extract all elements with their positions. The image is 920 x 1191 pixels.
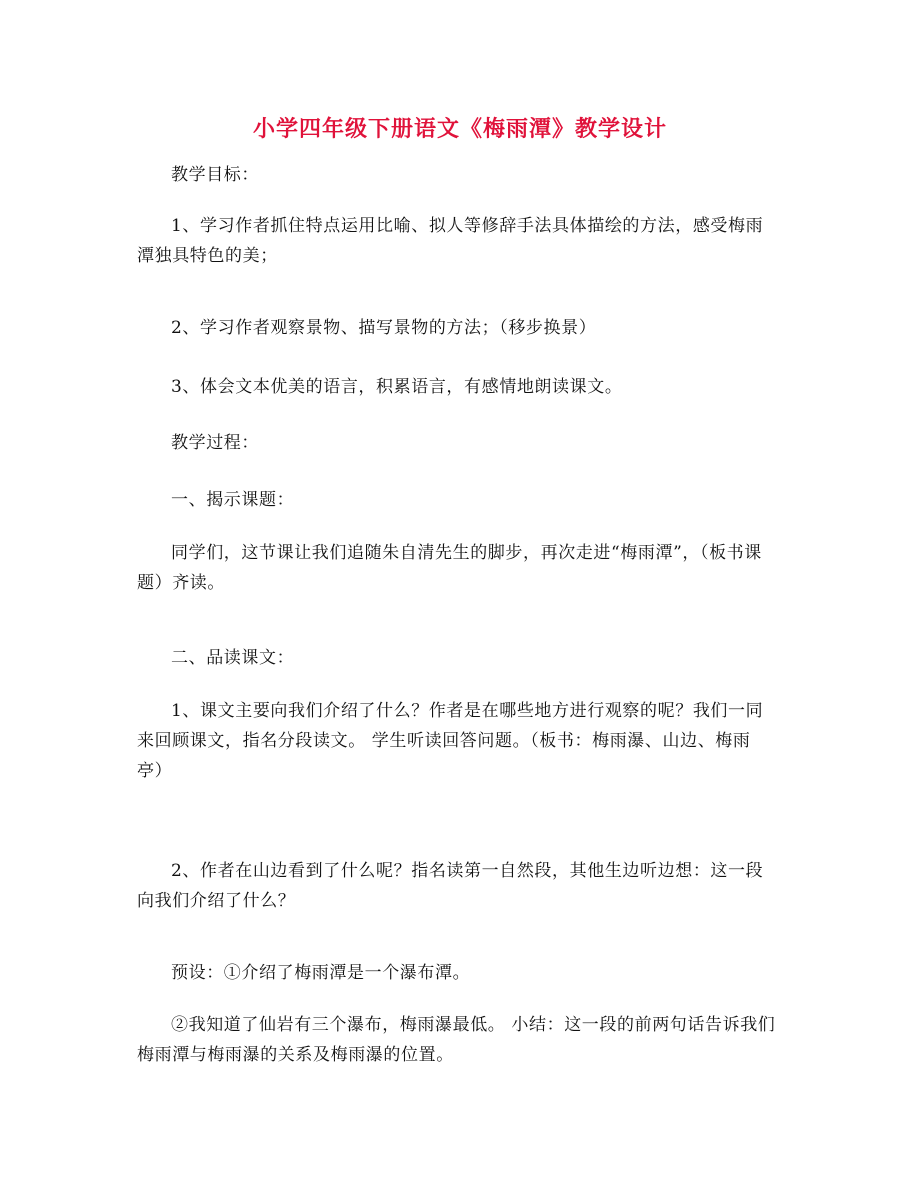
paragraph-preset-2: ②我知道了仙岩有三个瀑布，梅雨瀑最低。 小结：这一段的前两句话告诉我们梅雨潭与梅雨瀑的关系及梅雨瀑的位置。 bbox=[137, 1015, 776, 1065]
paragraph-step-1: 1、课文主要向我们介绍了什么？作者是在哪些地方进行观察的呢？我们一同来回顾课文，指名分段读文。 学生听读回答问题。（板书：梅雨瀑、山边、梅雨亭） bbox=[137, 701, 764, 781]
paragraph-preset-1: 预设：①介绍了梅雨潭是一个瀑布潭。 bbox=[171, 963, 471, 983]
paragraph-introduction: 同学们，这节课让我们追随朱自清先生的脚步，再次走进“梅雨潭”，（板书课题）齐读。 bbox=[137, 543, 762, 593]
paragraph-goal-3: 3、体会文本优美的语言，积累语言，有感情地朗读课文。 bbox=[171, 377, 623, 397]
document-title: 小学四年级下册语文《梅雨潭》教学设计 bbox=[252, 117, 667, 142]
paragraph-goal-2: 2、学习作者观察景物、描写景物的方法；（移步换景） bbox=[171, 318, 597, 338]
paragraph-section-2-heading: 二、品读课文： bbox=[171, 648, 295, 668]
paragraph-section-1-heading: 一、揭示课题： bbox=[171, 490, 295, 510]
paragraph-step-2: 2、作者在山边看到了什么呢？指名读第一自然段，其他生边听边想：这一段向我们介绍了什么？ bbox=[137, 861, 764, 911]
paragraph-process-heading: 教学过程： bbox=[171, 433, 259, 453]
paragraph-goal-1: 1、学习作者抓住特点运用比喻、拟人等修辞手法具体描绘的方法，感受梅雨潭独具特色的美； bbox=[137, 216, 764, 266]
paragraph-teaching-goals-heading: 教学目标： bbox=[171, 165, 259, 185]
